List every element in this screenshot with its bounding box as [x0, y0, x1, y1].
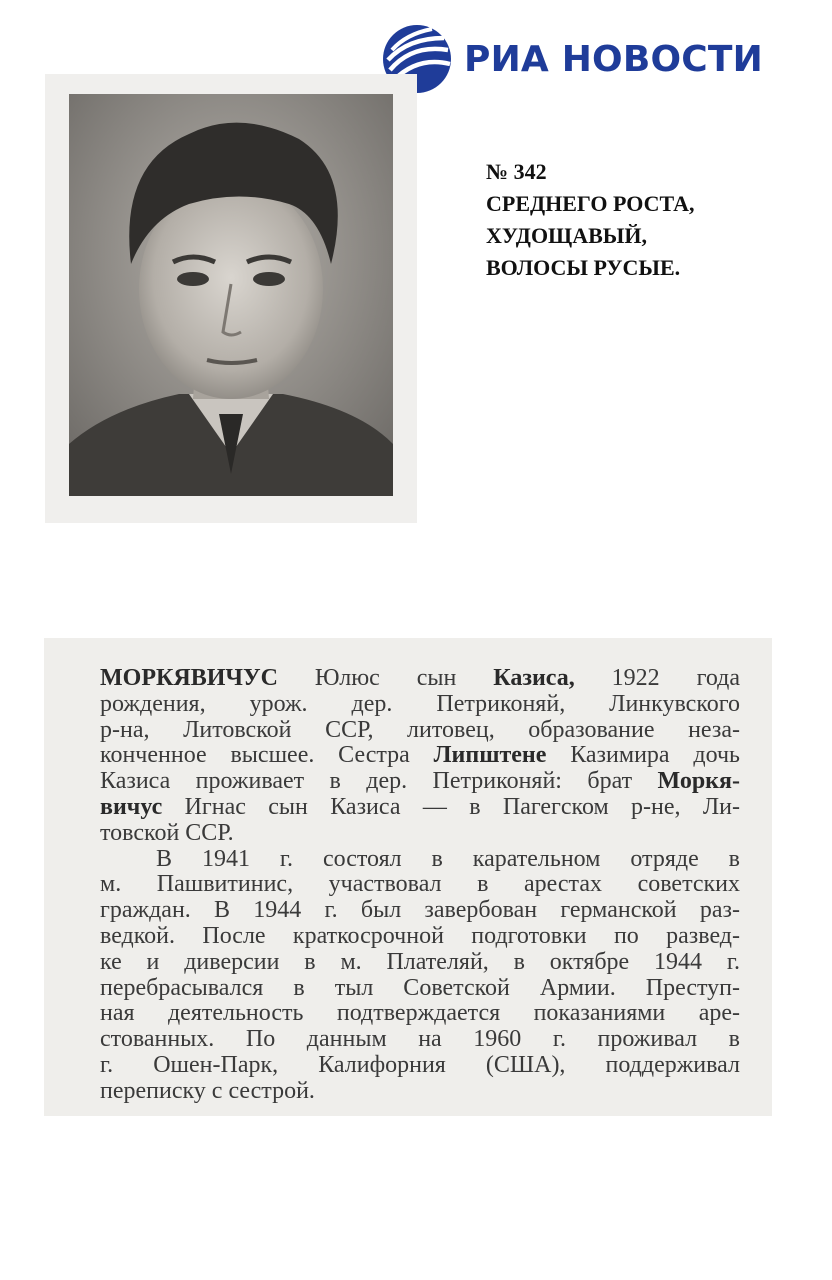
dossier-paragraph-2: [100, 847, 740, 1105]
text-line: г. Ошен-Парк, Калифорния (США), поддерживал: [100, 1052, 740, 1078]
text-line: ведкой. После краткосрочной подготовки по развед-: [100, 923, 740, 949]
text-line: переписку с сестрой.: [100, 1078, 315, 1104]
brand-name: РИА НОВОСТИ: [464, 38, 763, 80]
text-line: м. Пашвитинис, участвовал в арестах советских: [100, 872, 740, 898]
dossier-text: [100, 666, 740, 1105]
text-line: Казиса проживает в дер. Петриконяй: брат Моркя-: [100, 769, 740, 795]
text-line: конченное высшее. Сестра Липштене Казимира дочь: [100, 743, 740, 769]
record-number: № 342: [486, 159, 547, 184]
caption-line: ВОЛОСЫ РУСЫЕ.: [486, 255, 681, 280]
text-line: ная деятельность подтверждается показаниями аре-: [100, 1001, 740, 1027]
text-line: граждан. В 1944 г. был завербован германской раз-: [100, 898, 740, 924]
ria-novosti-logo: [382, 24, 763, 94]
text-line: МОРКЯВИЧУС Юлюс сын Казиса, 1922 года: [100, 666, 740, 691]
description-caption: [486, 156, 806, 284]
text-line: товской ССР.: [100, 820, 234, 846]
surname: МОРКЯВИЧУС: [100, 666, 278, 691]
text-line: вичус Игнас сын Казиса — в Пагегском р-не, Ли-: [100, 794, 740, 820]
text-line: рождения, урож. дер. Петриконяй, Линкувского: [100, 691, 740, 717]
caption-line: ХУДОЩАВЫЙ,: [486, 223, 647, 248]
text-line: р-на, Литовской ССР, литовец, образование неза-: [100, 717, 740, 743]
dossier-clipping: [44, 638, 772, 1116]
text-line: В 1941 г. состоял в карательном отряде в: [156, 846, 740, 872]
photo-frame: [45, 74, 417, 523]
text-line: стованных. По данным на 1960 г. проживал в: [100, 1027, 740, 1053]
text-line: перебрасывался в тыл Советской Армии. Преступ-: [100, 975, 740, 1001]
portrait-photo: [69, 94, 393, 496]
dossier-paragraph-1: [100, 666, 740, 847]
text-line: ке и диверсии в м. Плателяй, в октябре 1944 г.: [100, 949, 740, 975]
caption-line: СРЕДНЕГО РОСТА,: [486, 191, 695, 216]
